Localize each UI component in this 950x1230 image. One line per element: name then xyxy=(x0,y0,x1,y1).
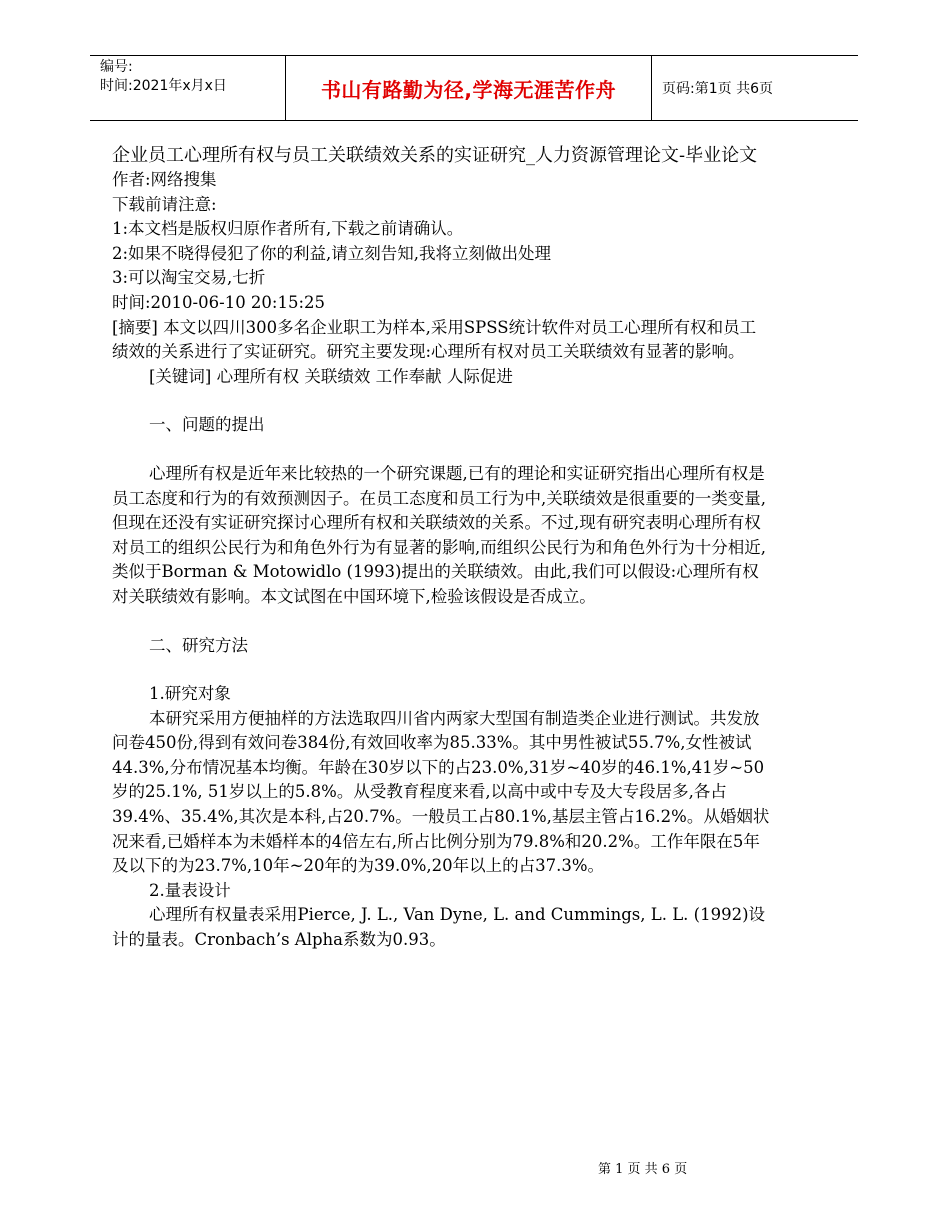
section-paragraph: 心理所有权是近年来比较热的一个研究课题,已有的理论和实证研究指出心理所有权是员工态度和行为的有效预测因子。在员工态度和员工行为中,关联绩效是很重要的一类变量,但现在还没有实证研究探讨心理所有权和关联绩效的关系。不过,现有研究表明心理所有权对员工的组织公民行为和角色外行为有显著的影响,而组织公民行为和角色外行为十分相近,类似于Borman & Motowidlo (1993)提出的关联绩效。由此,我们可以假设:心理所有权对关联绩效有影响。本文试图在中国环境下,检验该假设是否成立。 xyxy=(112,463,766,606)
document-number-label: 编号: xyxy=(100,59,133,75)
page-header xyxy=(90,55,858,121)
abstract: [摘要] 本文以四川300多名企业职工为样本,采用SPSS统计软件对员工心理所有权和员工绩效的关系进行了实证研究。研究主要发现:心理所有权对员工关联绩效有显著的影响。 xyxy=(112,317,757,362)
header-page-info: 页码:第1页 共6页 xyxy=(662,81,773,97)
subsection-heading: 1.研究对象 xyxy=(149,684,231,704)
notice-heading: 下载前请注意: xyxy=(112,194,217,214)
header-motto: 书山有路勤为径,学海无涯苦作舟 xyxy=(286,56,652,120)
document-time-label: 时间:2021年x月x日 xyxy=(100,78,227,94)
document-title: 企业员工心理所有权与员工关联绩效关系的实证研究_人力资源管理论文-毕业论文 xyxy=(112,145,758,166)
subsection-heading: 2.量表设计 xyxy=(149,880,231,900)
section-heading: 一、问题的提出 xyxy=(149,415,265,435)
author-line: 作者:网络搜集 xyxy=(112,170,217,189)
subsection-paragraph: 本研究采用方便抽样的方法选取四川省内两家大型国有制造类企业进行测试。共发放问卷450份,得到有效问卷384份,有效回收率为85.33%。其中男性被试55.7%,女性被试44.3%,分布情况基本均衡。年龄在30岁以下的占23.0%,31岁~40岁的46.1%,41岁~50岁的25.1%, 51岁以上的5.8%。从受教育程度来看,以高中或中专及大专段居多,各占39.4%、35.4%,其次是本科,占20.7%。一般员工占80.1%,基层主管占16.2%。从婚姻状况来看,已婚样本为未婚样本的4倍左右,所占比例分别为79.8%和20.2%。工作年限在5年及以下的为23.7%,10年~20年的为39.0%,20年以上的占37.3%。 xyxy=(112,708,770,876)
notice-item: 2:如果不晓得侵犯了你的利益,请立刻告知,我将立刻做出处理 xyxy=(112,243,552,263)
keywords: [关键词] 心理所有权 关联绩效 工作奉献 人际促进 xyxy=(149,366,513,386)
notice-item: 3:可以淘宝交易,七折 xyxy=(112,268,266,288)
subsection-paragraph: 心理所有权量表采用Pierce, J. L., Van Dyne, L. and Cummings, L. L. (1992)设计的量表。Cronbach’s Alpha系数为0.93。 xyxy=(112,905,766,950)
document-body xyxy=(112,143,772,953)
section-heading: 二、研究方法 xyxy=(149,635,248,655)
header-meta xyxy=(90,56,286,120)
page-footer: 第 1 页 共 6 页 xyxy=(598,1162,688,1177)
publish-time: 时间:2010-06-10 20:15:25 xyxy=(112,292,326,312)
notice-item: 1:本文档是版权归原作者所有,下载之前请确认。 xyxy=(112,219,464,239)
